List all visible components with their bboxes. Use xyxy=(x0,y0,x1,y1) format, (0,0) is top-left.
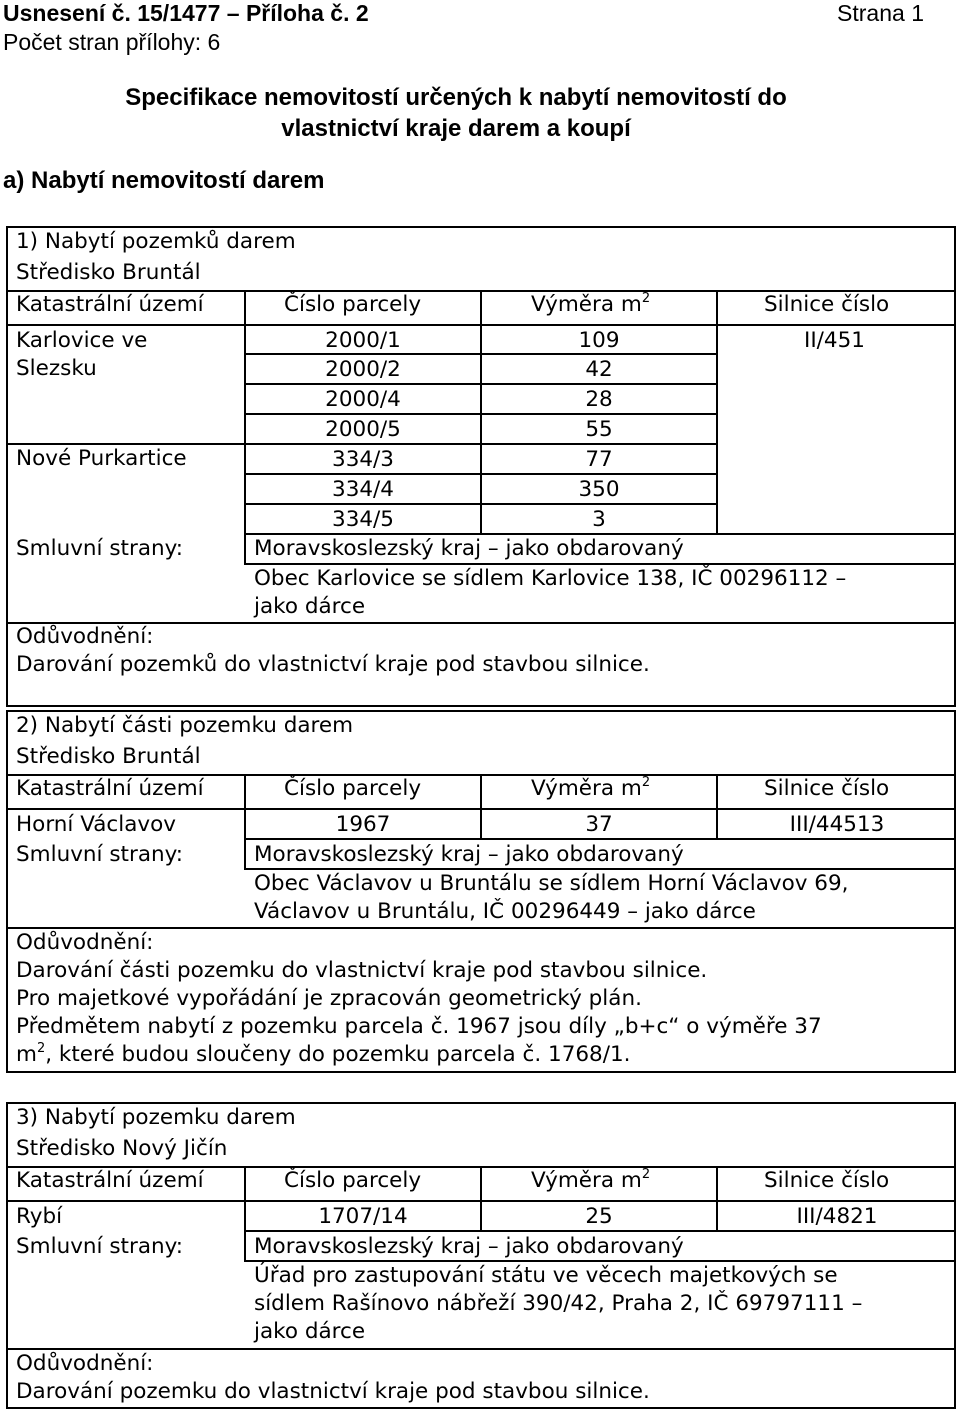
parcel-number: 334/3 xyxy=(332,447,394,472)
divider xyxy=(716,290,718,324)
divider xyxy=(716,1166,718,1200)
party-recipient: Moravskoslezský kraj – jako obdarovaný xyxy=(254,1234,684,1259)
divider xyxy=(480,290,482,324)
divider xyxy=(244,838,956,840)
road-number: III/4821 xyxy=(796,1204,878,1229)
divider xyxy=(244,1230,956,1232)
cadastral-area: Karlovice ve xyxy=(16,328,148,353)
col-header-road: Silnice číslo xyxy=(764,776,890,801)
divider xyxy=(244,838,246,868)
col-header-parcel: Číslo parcely xyxy=(284,292,422,317)
parcel-number: 2000/5 xyxy=(325,417,401,442)
party-donor: Úřad pro zastupování státu ve věcech majetkových se xyxy=(254,1263,838,1288)
parcel-size: 3 xyxy=(592,507,606,532)
reason-label: Odůvodnění: xyxy=(16,1351,154,1376)
col-header-area: Katastrální území xyxy=(16,292,204,317)
section-1-box xyxy=(6,226,956,707)
party-donor: Václavov u Bruntálu, IČ 00296449 – jako dárce xyxy=(254,899,756,924)
cadastral-area: Horní Václavov xyxy=(16,812,177,837)
divider xyxy=(244,1230,246,1260)
cadastral-area: Rybí xyxy=(16,1204,63,1229)
section-1-title: 1) Nabytí pozemků darem xyxy=(16,229,296,254)
section-3-box xyxy=(6,1102,956,1409)
reason-text: Darování pozemků do vlastnictví kraje pod stavbou silnice. xyxy=(16,652,650,677)
parcel-number: 2000/1 xyxy=(325,328,401,353)
party-donor: jako dárce xyxy=(254,1319,366,1344)
parcel-size: 55 xyxy=(585,417,613,442)
reason-text: Darování pozemku do vlastnictví kraje pod stavbou silnice. xyxy=(16,1379,650,1404)
section-2-title: 2) Nabytí části pozemku darem xyxy=(16,713,354,738)
parcel-size: 42 xyxy=(585,357,613,382)
col-header-area: Katastrální území xyxy=(16,1168,204,1193)
parcel-size: 37 xyxy=(585,812,613,837)
col-header-road: Silnice číslo xyxy=(764,1168,890,1193)
reason-text: Pro majetkové vypořádání je zpracován geometrický plán. xyxy=(16,986,642,1011)
party-donor: sídlem Rašínovo nábřeží 390/42, Praha 2, IČ 69797111 – xyxy=(254,1291,863,1316)
parcel-size: 77 xyxy=(585,447,613,472)
road-number: III/44513 xyxy=(789,812,885,837)
col-header-size: Výměra $m^2$ xyxy=(531,775,651,801)
heading-section-a: a) Nabytí nemovitostí darem xyxy=(3,167,325,194)
parcel-number: 334/5 xyxy=(332,507,394,532)
divider xyxy=(244,290,246,324)
parcel-size: 28 xyxy=(585,387,613,412)
reason-text: $m^2$, které budou sloučeny do pozemku parcela č. 1768/1. xyxy=(16,1041,631,1067)
document-title xyxy=(0,82,912,144)
reason-text: Darování části pozemku do vlastnictví kraje pod stavbou silnice. xyxy=(16,958,708,983)
section-1-center: Středisko Bruntál xyxy=(16,260,201,285)
divider xyxy=(716,774,718,808)
col-header-road: Silnice číslo xyxy=(764,292,890,317)
divider xyxy=(480,1166,482,1200)
parcel-number: 334/4 xyxy=(332,477,394,502)
parcel-number: 1707/14 xyxy=(318,1204,408,1229)
page-count: Počet stran přílohy: 6 xyxy=(3,29,221,55)
road-number: II/451 xyxy=(804,328,865,353)
party-recipient: Moravskoslezský kraj – jako obdarovaný xyxy=(254,842,684,867)
col-header-size: Výměra $m^2$ xyxy=(531,1167,651,1193)
party-donor: Obec Václavov u Bruntálu se sídlem Horní Václavov 69, xyxy=(254,871,849,896)
section-2-box xyxy=(6,710,956,1073)
col-header-parcel: Číslo parcely xyxy=(284,1168,422,1193)
party-recipient: Moravskoslezský kraj – jako obdarovaný xyxy=(254,536,684,561)
party-donor: jako dárce xyxy=(254,594,366,619)
reason-label: Odůvodnění: xyxy=(16,930,154,955)
section-3-center: Středisko Nový Jičín xyxy=(16,1136,228,1161)
col-header-parcel: Číslo parcely xyxy=(284,776,422,801)
divider xyxy=(716,324,718,533)
section-3-title: 3) Nabytí pozemku darem xyxy=(16,1105,296,1130)
parties-label: Smluvní strany: xyxy=(16,842,184,867)
page-number: Strana 1 xyxy=(837,0,924,26)
party-donor: Obec Karlovice se sídlem Karlovice 138, IČ 00296112 – xyxy=(254,566,847,591)
col-header-size: Výměra $m^2$ xyxy=(531,291,651,317)
cadastral-area: Slezsku xyxy=(16,356,97,381)
document-reference: Usnesení č. 15/1477 – Příloha č. 2 xyxy=(3,0,369,26)
parcel-size: 350 xyxy=(578,477,620,502)
parcel-size: 109 xyxy=(578,328,620,353)
col-header-area: Katastrální území xyxy=(16,776,204,801)
parcel-size: 25 xyxy=(585,1204,613,1229)
divider xyxy=(480,774,482,808)
parcel-number: 2000/4 xyxy=(325,387,401,412)
parties-label: Smluvní strany: xyxy=(16,1234,184,1259)
parties-label: Smluvní strany: xyxy=(16,536,184,561)
reason-label: Odůvodnění: xyxy=(16,624,154,649)
reason-text: Předmětem nabytí z pozemku parcela č. 1967 jsou díly „b+c“ o výměře 37 xyxy=(16,1014,822,1039)
section-2-center: Středisko Bruntál xyxy=(16,744,201,769)
divider xyxy=(244,533,246,563)
title-line-1: Specifikace nemovitostí určených k nabytí nemovitostí do xyxy=(125,84,787,111)
parcel-number: 2000/2 xyxy=(325,357,401,382)
title-line-2: vlastnictví kraje darem a koupí xyxy=(281,115,631,142)
cadastral-area: Nové Purkartice xyxy=(16,446,187,471)
parcel-number: 1967 xyxy=(335,812,391,837)
